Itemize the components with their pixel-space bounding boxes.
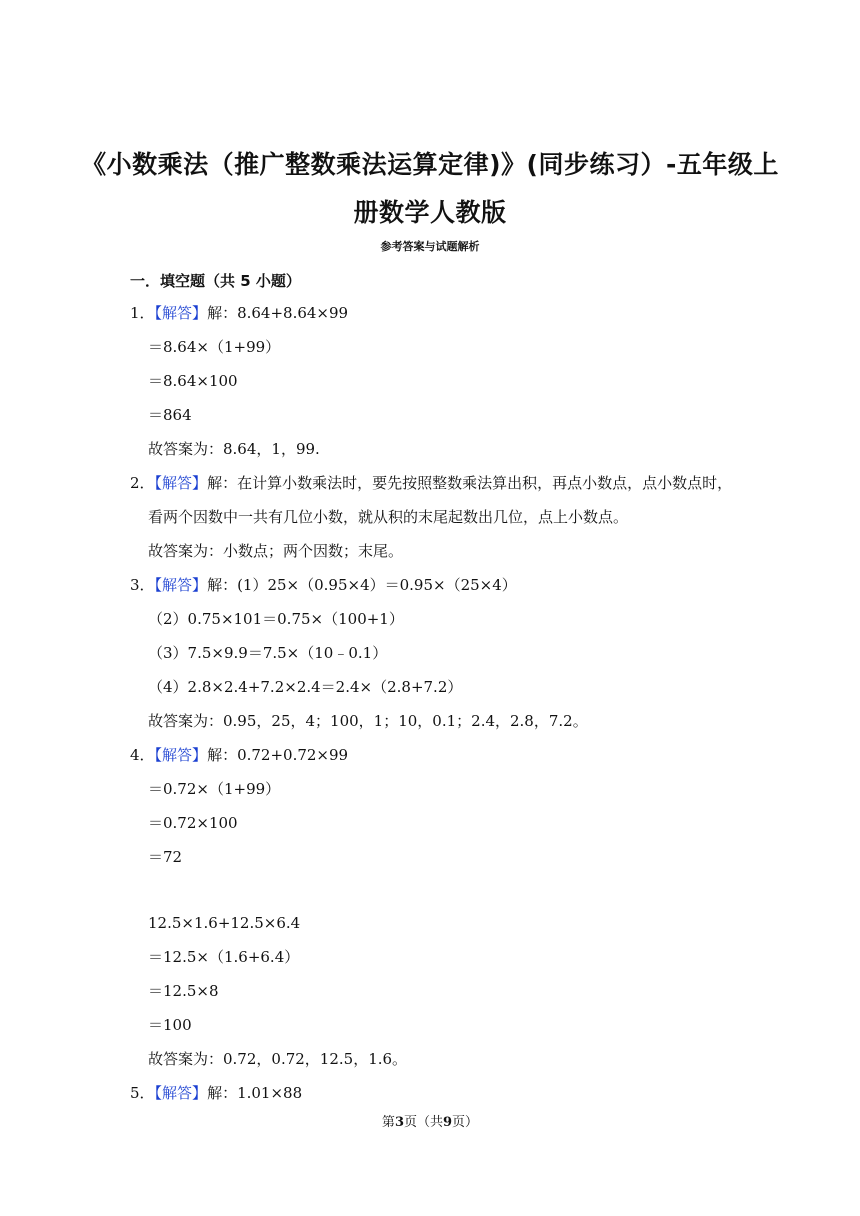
answer-line: 故答案为：0.95，25，4；100，1；10，0.1；2.4，2.8，7.2。 — [148, 712, 588, 730]
footer-suffix: 页） — [452, 1115, 479, 1130]
question-4-lead — [130, 745, 348, 765]
question-text: 解：0.72+0.72×99 — [207, 746, 349, 764]
solution-line: ＝0.72×（1+99） — [148, 780, 281, 798]
question-text: 解：8.64+8.64×99 — [207, 304, 349, 322]
answer-tag: 【解答】 — [154, 576, 208, 594]
solution-line: （3）7.5×9.9＝7.5×（10﹣0.1） — [148, 644, 388, 662]
solution-line: （2）0.75×101＝0.75×（100+1） — [148, 610, 404, 628]
question-number: 1． — [130, 304, 155, 322]
footer-middle: 页（共 — [403, 1115, 443, 1130]
question-text: 解：在计算小数乘法时，要先按照整数乘法算出积，再点小数点，点小数点时， — [207, 474, 733, 492]
solution-line: ＝72 — [148, 848, 183, 866]
answer-tag: 【解答】 — [154, 474, 208, 492]
answer-tag: 【解答】 — [154, 1084, 208, 1102]
section-heading: 一．填空题（共 5 小题） — [130, 272, 301, 290]
answer-tag: 【解答】 — [154, 304, 208, 322]
page-footer — [0, 1111, 860, 1130]
document-title-line-2: 册数学人教版 — [353, 198, 507, 227]
solution-line: 12.5×1.6+12.5×6.4 — [148, 914, 301, 932]
solution-line: ＝12.5×（1.6+6.4） — [148, 948, 300, 966]
question-5-lead — [130, 1083, 302, 1103]
solution-line: 看两个因数中一共有几位小数，就从积的末尾起数出几位，点上小数点。 — [148, 508, 629, 526]
question-number: 4． — [130, 746, 155, 764]
answer-line: 故答案为：小数点；两个因数；末尾。 — [148, 542, 404, 560]
answer-line: 故答案为：0.72，0.72，12.5，1.6。 — [148, 1050, 408, 1068]
solution-line: ＝0.72×100 — [148, 814, 238, 832]
answer-line: 故答案为：8.64，1，99. — [148, 440, 320, 458]
solution-line: ＝864 — [148, 406, 192, 424]
question-1-lead — [130, 303, 348, 323]
question-number: 3． — [130, 576, 155, 594]
document-subtitle: 参考答案与试题解析 — [380, 240, 480, 253]
current-page-number: 3 — [394, 1115, 404, 1130]
question-number: 2． — [130, 474, 155, 492]
solution-line: （4）2.8×2.4+7.2×2.4＝2.4×（2.8+7.2） — [148, 678, 463, 696]
solution-line: ＝12.5×8 — [148, 982, 219, 1000]
solution-line: ＝100 — [148, 1016, 192, 1034]
solution-line: ＝8.64×（1+99） — [148, 338, 281, 356]
answer-tag: 【解答】 — [154, 746, 208, 764]
total-page-count: 9 — [443, 1115, 453, 1130]
question-number: 5． — [130, 1084, 155, 1102]
question-2-lead — [130, 473, 732, 493]
question-text: 解：1.01×88 — [207, 1084, 303, 1102]
document-title-line-1: 《小数乘法（推广整数乘法运算定律)》(同步练习）-五年级上 — [81, 150, 779, 179]
footer-prefix: 第 — [381, 1115, 395, 1130]
solution-line: ＝8.64×100 — [148, 372, 238, 390]
question-text: 解：(1）25×（0.95×4）＝0.95×（25×4） — [207, 576, 517, 594]
question-3-lead — [130, 575, 517, 595]
